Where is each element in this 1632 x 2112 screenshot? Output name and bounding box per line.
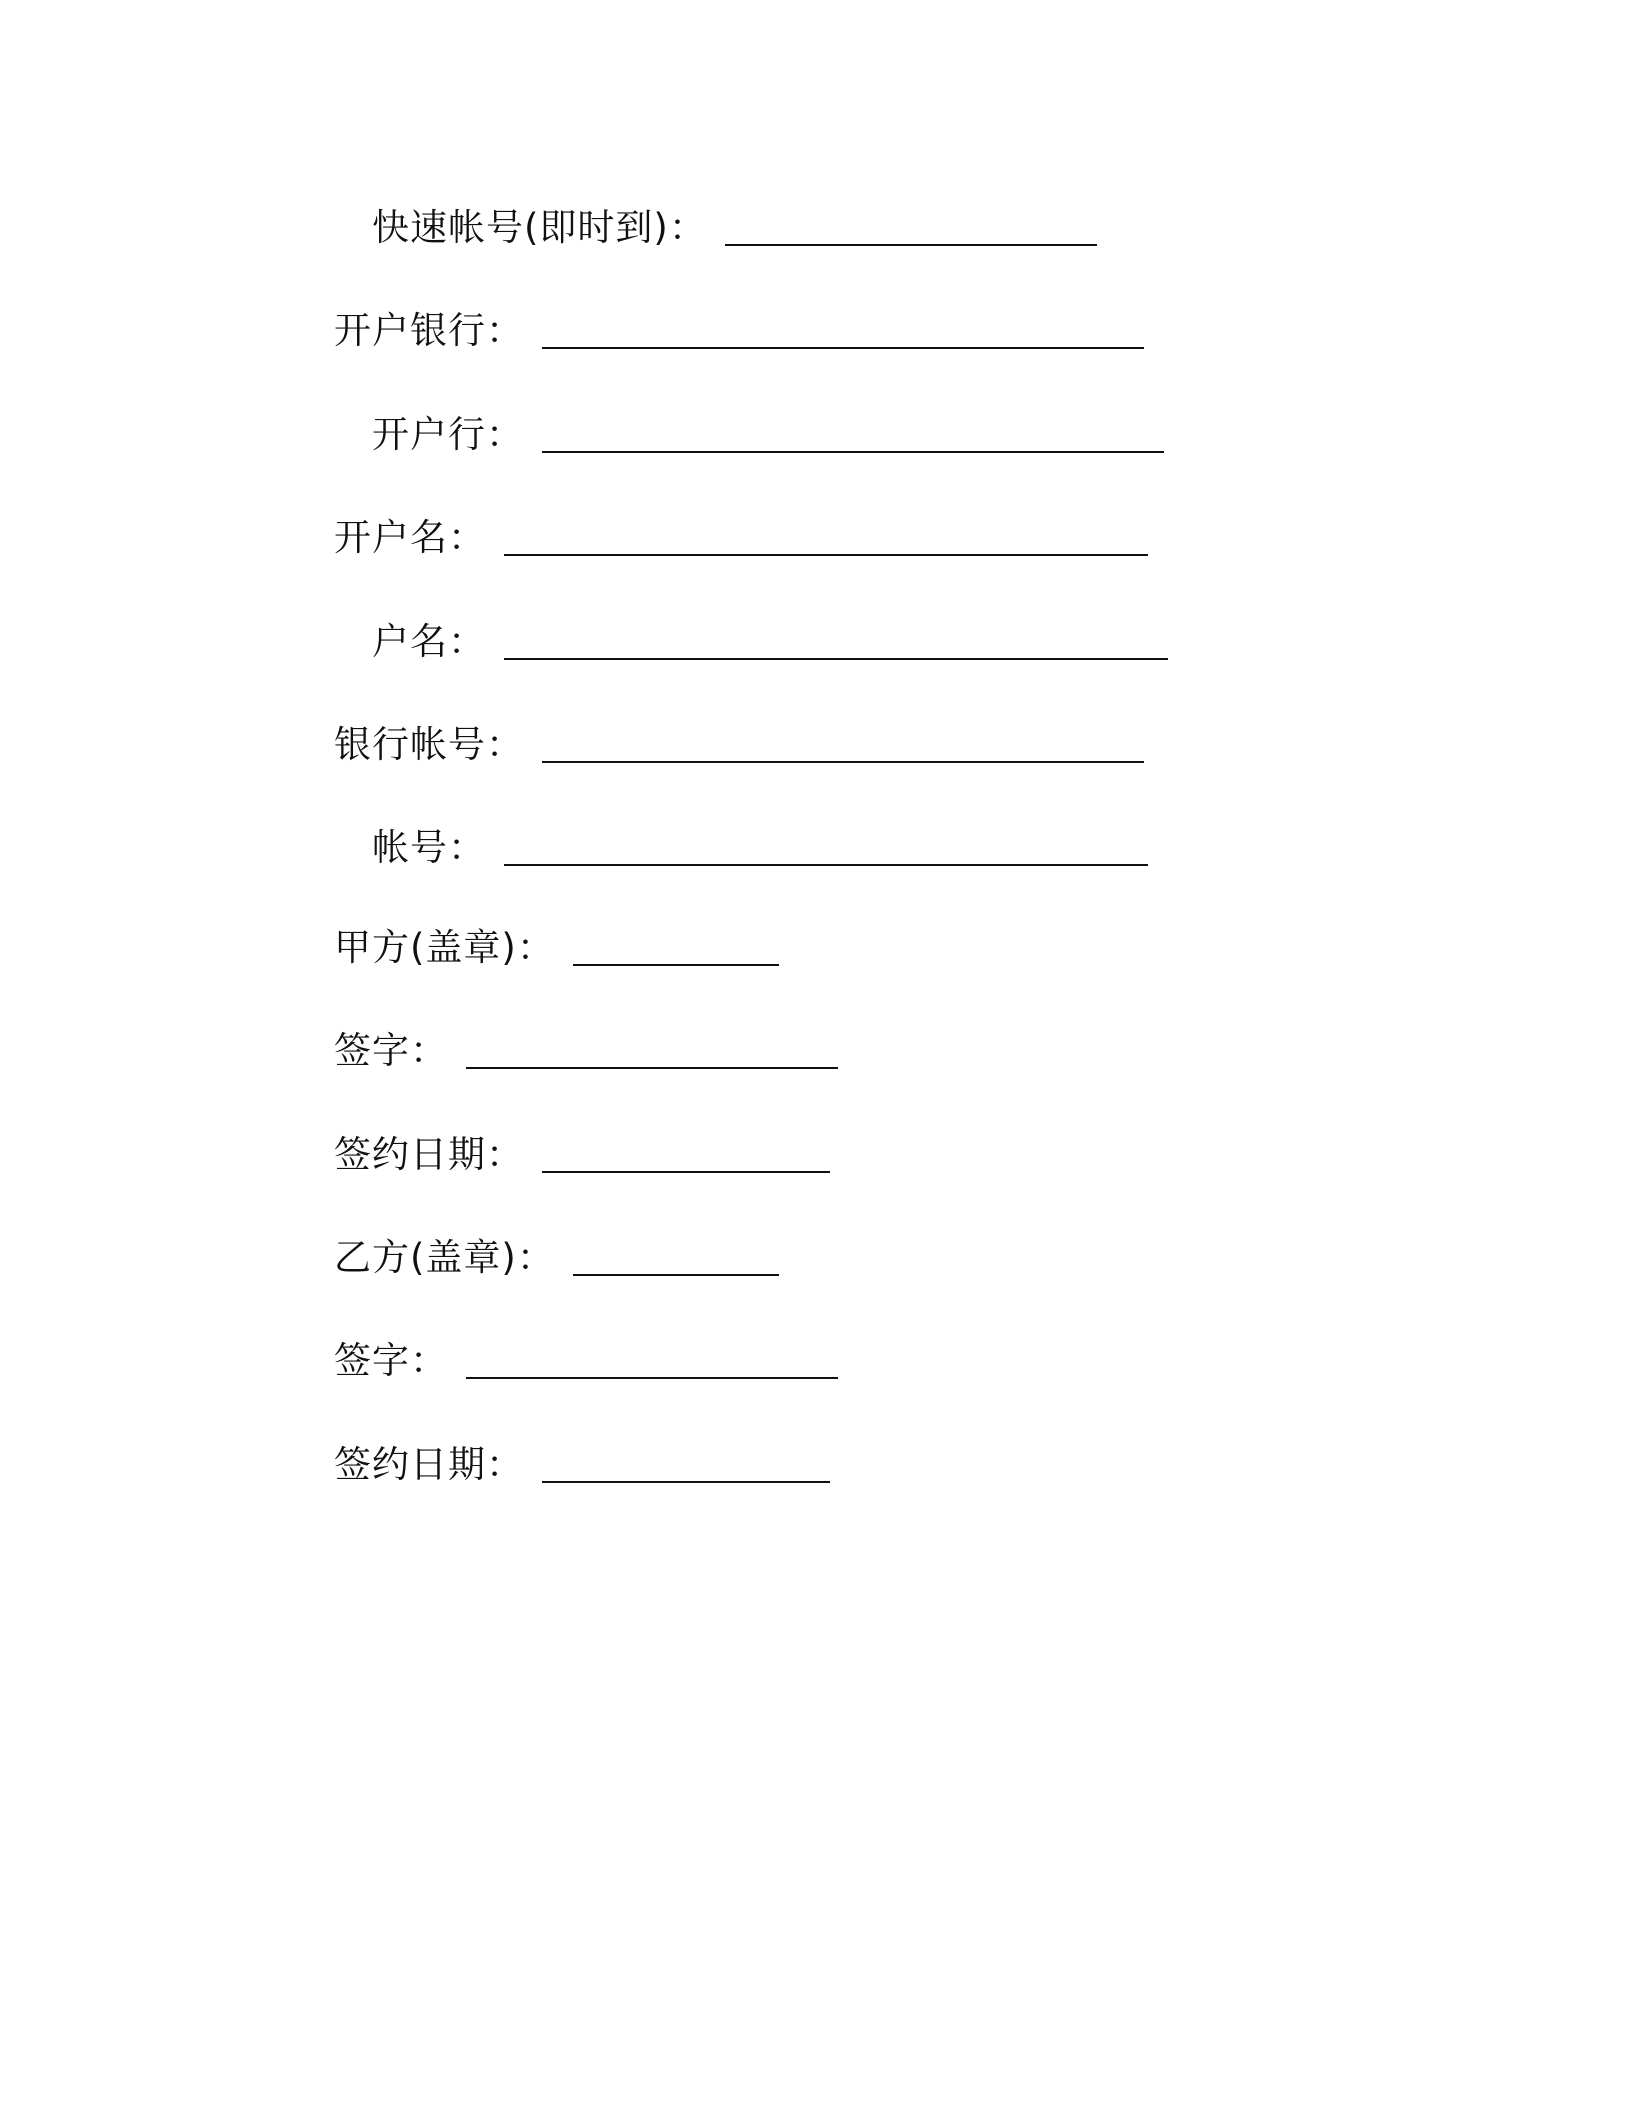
fill-in-blank	[542, 347, 1144, 349]
fill-in-blank	[504, 864, 1148, 866]
fill-in-blank	[573, 1274, 779, 1276]
field-quick-account	[372, 190, 1097, 250]
field-party-b-signature	[334, 1323, 838, 1383]
fill-in-blank	[504, 554, 1148, 556]
field-account-holder-name	[334, 500, 1148, 560]
field-label: 开户行：	[372, 413, 524, 456]
field-holder-name	[372, 604, 1168, 664]
field-label: 快速帐号(即时到)：	[372, 206, 707, 249]
fill-in-blank	[725, 244, 1097, 246]
fill-in-blank	[542, 761, 1144, 763]
field-account-number	[372, 810, 1148, 870]
fill-in-blank	[504, 658, 1168, 660]
field-party-b-signing-date	[334, 1427, 830, 1487]
field-label: 签约日期：	[334, 1443, 524, 1486]
field-label: 乙方(盖章)：	[334, 1236, 555, 1279]
field-label: 签字：	[334, 1339, 448, 1382]
field-opening-bank	[334, 293, 1144, 353]
field-bank-account-number	[334, 707, 1144, 767]
fill-in-blank	[466, 1377, 838, 1379]
fill-in-blank	[542, 1481, 830, 1483]
fill-in-blank	[466, 1067, 838, 1069]
fill-in-blank	[573, 964, 779, 966]
field-label: 签约日期：	[334, 1133, 524, 1176]
field-label: 签字：	[334, 1029, 448, 1072]
field-label: 开户银行：	[334, 309, 524, 352]
field-party-b-seal	[334, 1220, 779, 1280]
field-party-a-signature	[334, 1013, 838, 1073]
field-label: 银行帐号：	[334, 723, 524, 766]
field-label: 帐号：	[372, 826, 486, 869]
field-party-a-seal	[334, 910, 779, 970]
fill-in-blank	[542, 451, 1164, 453]
field-party-a-signing-date	[334, 1117, 830, 1177]
fill-in-blank	[542, 1171, 830, 1173]
field-label: 开户名：	[334, 516, 486, 559]
field-label: 户名：	[372, 620, 486, 663]
field-label: 甲方(盖章)：	[334, 926, 555, 969]
field-opening-branch	[372, 397, 1164, 457]
